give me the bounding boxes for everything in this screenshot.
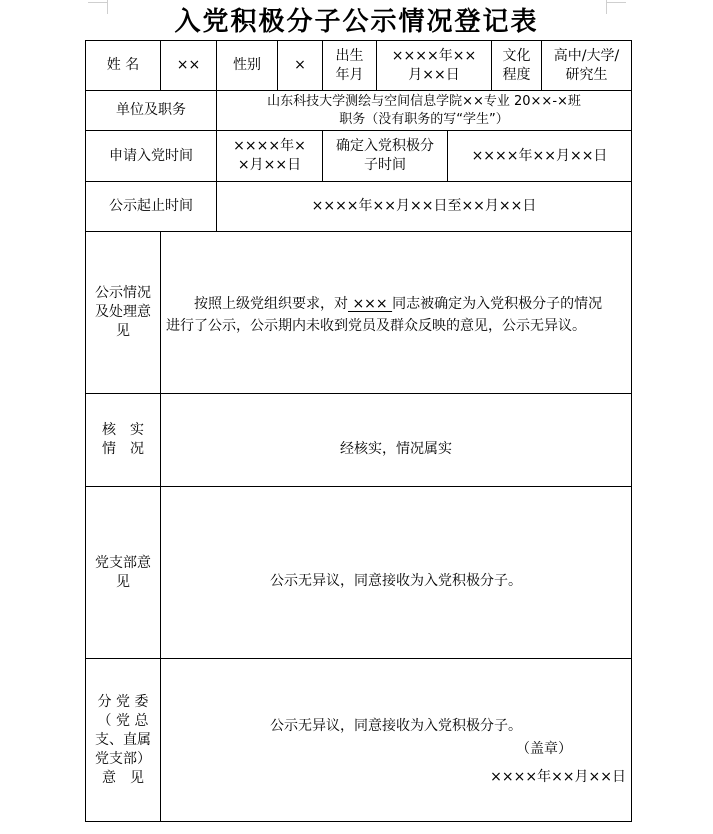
branch-opinion-label-line: 见 bbox=[116, 573, 130, 590]
verification-label-line: 情 况 bbox=[102, 441, 144, 457]
education-value-line: 研究生 bbox=[565, 66, 608, 83]
committee-opinion-label-line: 支、直属 bbox=[95, 731, 151, 748]
birth-label bbox=[323, 41, 376, 90]
committee-opinion-label-line: 分 党 委 bbox=[97, 693, 149, 710]
nominee-name: ××× bbox=[348, 296, 393, 312]
confirm-date-label-line: 子时间 bbox=[364, 157, 406, 173]
publicity-period-value: ××××年××月××日至××月××日 bbox=[311, 198, 537, 214]
page-margin-mark bbox=[606, 2, 626, 3]
document-title: 入党积极分子公示情况登记表 bbox=[174, 7, 539, 37]
verification-label bbox=[86, 394, 160, 486]
name-label: 姓 名 bbox=[106, 57, 140, 73]
committee-date: ××××年××月××日 bbox=[490, 769, 626, 785]
committee-opinion-label-line: 意 见 bbox=[102, 769, 144, 786]
application-date-line: ×月××日 bbox=[237, 157, 302, 173]
publicity-result-label bbox=[86, 232, 160, 393]
education-label bbox=[492, 41, 541, 90]
confirm-date-label-line: 确定入党积极分 bbox=[336, 138, 434, 154]
education-value bbox=[542, 41, 631, 90]
gender-value: × bbox=[294, 57, 306, 73]
birth-label-line: 年月 bbox=[335, 66, 364, 83]
branch-opinion-label-line: 党支部意 bbox=[95, 554, 151, 571]
birth-value-line: ××××年×× bbox=[391, 47, 477, 64]
branch-opinion-label bbox=[86, 487, 160, 658]
publicity-result-text bbox=[166, 293, 628, 337]
education-label-line: 程度 bbox=[502, 66, 531, 83]
publicity-period-label: 公示起止时间 bbox=[109, 198, 193, 214]
publicity-result-line bbox=[166, 293, 628, 315]
publicity-text-part: 同志被确定为入党积极分子的情况 bbox=[392, 296, 603, 312]
committee-opinion-label-line: 党支部） bbox=[95, 750, 151, 767]
birth-value-line: 月××日 bbox=[408, 66, 460, 83]
confirm-date-value: ××××年××月××日 bbox=[471, 147, 608, 164]
education-value-line: 高中/大学/ bbox=[553, 47, 620, 64]
birth-label-line: 出生 bbox=[335, 47, 364, 64]
seal-placeholder: （盖章） bbox=[516, 741, 572, 757]
row-divider bbox=[86, 231, 631, 232]
registration-table bbox=[85, 40, 632, 822]
unit-position-label: 单位及职务 bbox=[116, 102, 186, 118]
publicity-result-line: 进行了公示，公示期内未收到党员及群众反映的意见，公示无异议。 bbox=[166, 318, 586, 334]
publicity-result-label-line: 及处理意 bbox=[95, 304, 151, 320]
publicity-text-part: 按照上级党组织要求，对 bbox=[194, 296, 348, 312]
page-margin-mark bbox=[88, 2, 108, 3]
publicity-result-label-line: 见 bbox=[116, 323, 130, 339]
education-label-line: 文化 bbox=[502, 47, 531, 64]
application-date-label: 申请入党时间 bbox=[109, 147, 193, 164]
unit-position-line: 职务（没有职务的写“学生”） bbox=[339, 111, 509, 127]
gender-label: 性别 bbox=[233, 57, 261, 73]
committee-opinion-label-line: （ 党 总 bbox=[97, 712, 149, 729]
birth-value bbox=[377, 41, 491, 90]
verification-label-line: 核 实 bbox=[102, 422, 144, 438]
application-date-value bbox=[217, 131, 322, 181]
unit-position-line: 山东科技大学测绘与空间信息学院××专业 20××-×班 bbox=[267, 93, 581, 109]
committee-opinion-value: 公示无异议，同意接收为入党积极分子。 bbox=[270, 717, 522, 734]
verification-value: 经核实，情况属实 bbox=[340, 440, 452, 457]
application-date-line: ××××年× bbox=[233, 138, 306, 154]
branch-opinion-value: 公示无异议，同意接收为入党积极分子。 bbox=[270, 572, 522, 589]
unit-position-value bbox=[217, 91, 631, 130]
confirm-date-label bbox=[323, 131, 447, 181]
name-value: ×× bbox=[176, 57, 201, 73]
publicity-result-label-line: 公示情况 bbox=[95, 285, 151, 301]
committee-opinion-label bbox=[86, 659, 160, 821]
